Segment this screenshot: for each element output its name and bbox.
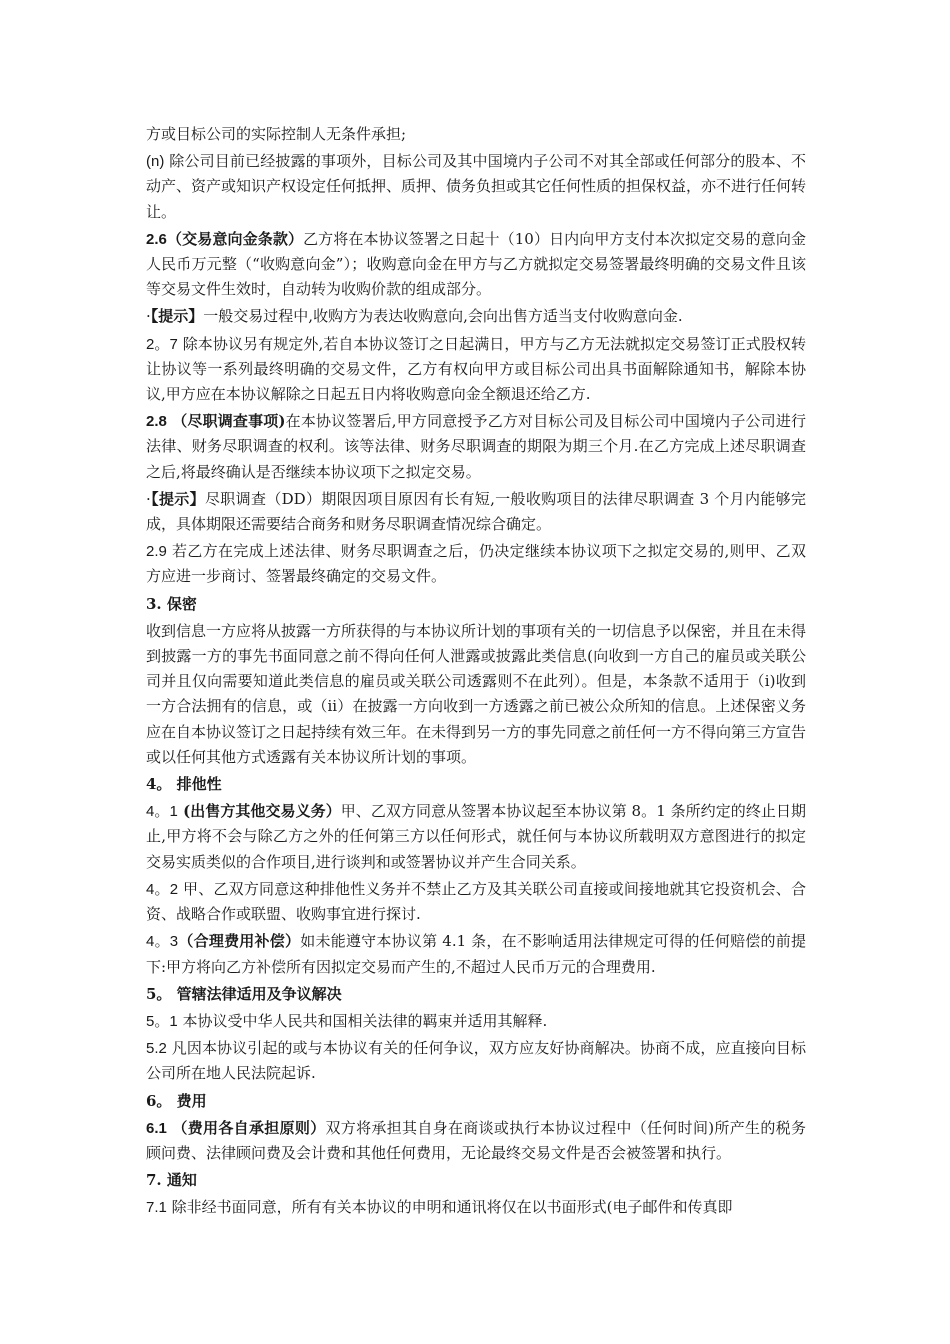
clause-number: 4。2	[146, 880, 179, 898]
clause-number: 5.2	[146, 1040, 167, 1058]
paragraph-text: 甲、乙双方同意从签署本协议起至本协议第 8。1 条所约定的终止日期止,甲方将不会与除乙方之外的任何第三方以任何形式，就任何与本协议所载明双方意图进行的拟定交易实质类似的合作项目,进行谈判和或签署协议并产生合同关系。	[146, 802, 806, 871]
paragraph-p4	[146, 332, 806, 408]
paragraph-text: 在本协议签署后,甲方同意授予乙方对目标公司及目标公司中国境内子公司进行法律、财务尽职调查的权利。该等法律、财务尽职调查的期限为期三个月.在乙方完成上述尽职调查之后,将最终确认是否继续本协议项下之拟定交易。	[146, 412, 806, 481]
paragraph-p15	[146, 1009, 806, 1034]
clause-number: 2.6	[146, 230, 167, 248]
paragraph-p13	[146, 929, 806, 979]
section-heading-confidentiality: 3. 保密	[146, 594, 197, 613]
paragraph-text: 收到信息一方应将从披露一方所获得的与本协议所计划的事项有关的一切信息予以保密，并且在未得到披露一方的事先书面同意之前不得向任何人泄露或披露此类信息(向收到一方自己的雇员或关联公司并且仅向需要知道此类信息的雇员或关联公司透露则不在此列）。但是，本条款不适用于（i)收到一方合法拥有的信息，或（ii）在披露一方向收到一方透露之前已被公众所知的信息。上述保密义务应在自本协议签订之日起持续有效三年。在未得到另一方的事先同意之前任何一方不得向第三方宣告或以任何其他方式透露有关本协议所计划的事项。	[146, 621, 807, 766]
paragraph-text: 甲、乙双方同意这种排他性义务并不禁止乙方及其关联公司直接或间接地就其它投资机会、合资、战略合作或联盟、收购事宜进行探讨.	[146, 879, 807, 924]
clause-title: （合理费用补偿）	[178, 932, 301, 951]
paragraph-text: 尽职调查（DD）期限因项目原因有长有短,一般收购项目的法律尽职调查 3 个月内能够完成，具体期限还需要结合商务和财务尽职调查情况综合确定。	[146, 489, 806, 534]
clause-title: （尽职调查事项)	[166, 412, 286, 431]
paragraph-p5	[146, 409, 806, 485]
clause-title: (出售方其他交易义务）	[177, 802, 341, 821]
clause-number: 4。1	[146, 803, 178, 821]
paragraph-p0	[146, 122, 806, 147]
clause-number: 2。7	[146, 335, 178, 353]
paragraph-text: 除本协议另有规定外,若自本协议签订之日起满日，甲方与乙方无法就拟定交易签订正式股权转让协议等一系列最终明确的交易文件，乙方有权向甲方或目标公司出具书面解除通知书，解除本协议,甲方应在本协议解除之日起五日内将收购意向金全额退还给乙方.	[146, 334, 806, 404]
clause-title: （交易意向金条款）	[166, 229, 304, 248]
paragraph-p7	[146, 539, 806, 589]
paragraph-text: 方或目标公司的实际控制人无条件承担;	[146, 125, 407, 143]
paragraph-text: 除非经书面同意，所有有关本协议的申明和通讯将仅在以书面形式(电子邮件和传真即	[166, 1198, 733, 1217]
paragraph-p20	[146, 1195, 806, 1220]
clause-number: (n)	[146, 153, 165, 171]
clause-number: 6.1	[146, 1119, 167, 1137]
paragraph-p18	[146, 1116, 806, 1166]
paragraph-text: 如未能遵守本协议第 4.1 条，在不影响适用法律规定可得的任何赔偿的前提下:甲方将向乙方补偿所有因拟定交易而产生的,不超过人民币万元的合理费用.	[146, 932, 806, 976]
section-heading-exclusivity: 4。 排他性	[146, 775, 222, 794]
paragraph-p6	[146, 487, 806, 537]
document-page	[146, 122, 806, 1223]
clause-title: （费用各自承担原则）	[166, 1118, 326, 1137]
paragraph-p16	[146, 1036, 806, 1086]
paragraph-p1	[146, 149, 806, 225]
clause-number: 5。1	[146, 1012, 178, 1030]
clause-number: 2.8	[146, 413, 167, 431]
section-heading-notice: 7. 通知	[146, 1171, 197, 1190]
tip-label: 【提示】	[150, 307, 204, 326]
clause-number: 4。3	[146, 933, 179, 951]
paragraph-p12	[146, 877, 806, 927]
paragraph-text: 双方将承担其自身在商谈或执行本协议过程中（任何时间)所产生的税务顾问费、法律顾问费及会计费和其他任何费用，无论最终交易文件是否会被签署和执行。	[146, 1118, 806, 1162]
clause-number: 2.9	[146, 543, 167, 561]
paragraph-text: 若乙方在完成上述法律、财务尽职调查之后，仍决定继续本协议项下之拟定交易的,则甲、乙双方应进一步商讨、签署最终确定的交易文件。	[146, 542, 806, 586]
paragraph-text: 本协议受中华人民共和国相关法律的羁束并适用其解释.	[177, 1011, 548, 1030]
paragraph-p2	[146, 227, 806, 303]
paragraph-p9	[146, 619, 806, 770]
section-heading-governing-law: 5。 管辖法律适用及争议解决	[146, 984, 342, 1003]
paragraph-text: 凡因本协议引起的或与本协议有关的任何争议，双方应友好协商解决。协商不成，应直接向目标公司所在地人民法院起诉.	[146, 1039, 806, 1083]
tip-label: 【提示】	[150, 489, 205, 508]
paragraph-p3	[146, 304, 806, 329]
section-heading-expenses: 6。 费用	[146, 1091, 207, 1110]
paragraph-text: 除公司目前已经披露的事项外，目标公司及其中国境内子公司不对其全部或任何部分的股本、不动产、资产或知识产权设定任何抵押、质押、债务负担或其它任何性质的担保权益，亦不进行任何转让。	[146, 152, 807, 221]
paragraph-text: 一般交易过程中,收购方为表达收购意向,会向出售方适当支付收购意向金.	[203, 307, 683, 326]
paragraph-text: 乙方将在本协议签署之日起十（10）日内向甲方支付本次拟定交易的意向金人民币万元整（“收购意向金”）；收购意向金在甲方与乙方就拟定交易签署最终明确的交易文件且该等交易文件生效时，自动转为收购价款的组成部分。	[146, 229, 806, 299]
clause-number: 7.1	[146, 1199, 167, 1217]
paragraph-p11	[146, 799, 806, 875]
bullet-marker: ·	[146, 307, 151, 326]
bullet-marker: ·	[146, 489, 151, 508]
